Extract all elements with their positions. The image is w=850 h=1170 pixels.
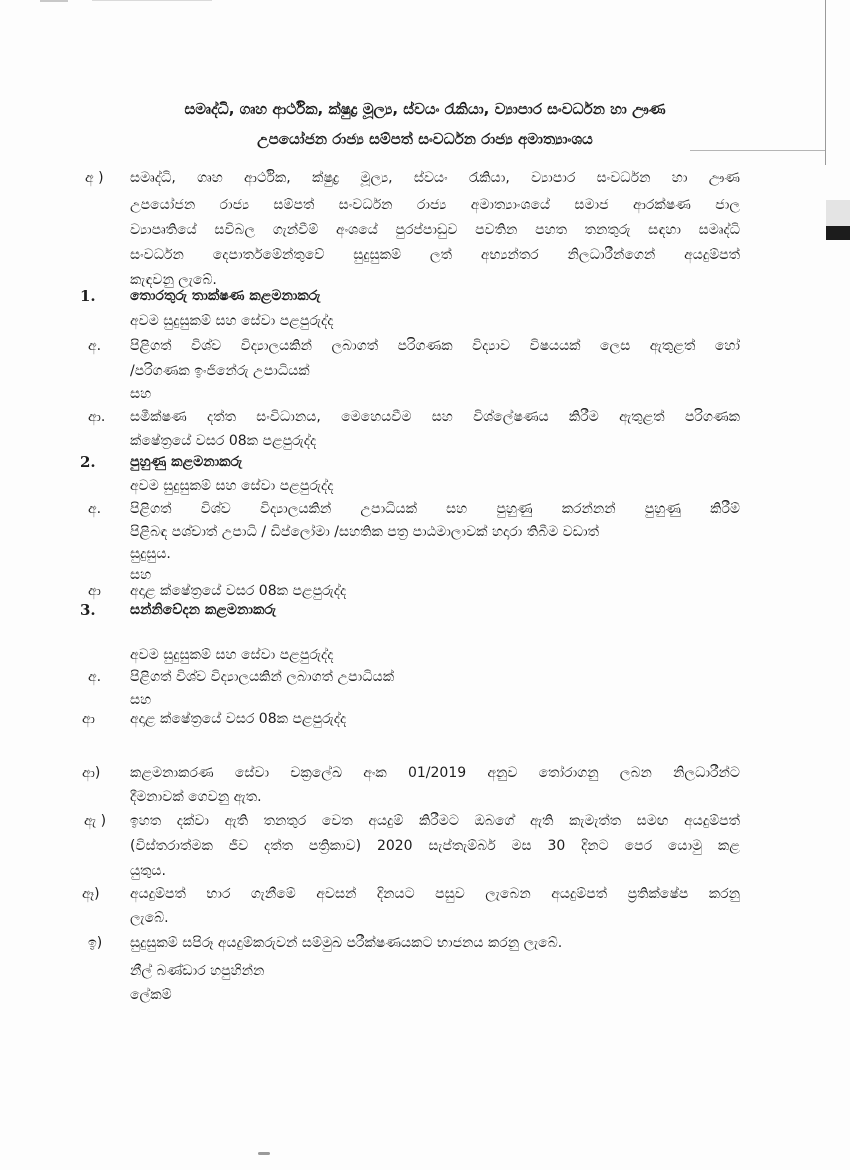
note-line: කළමනාකරණ සේවා චක්‍රලේඛ අංක 01/2019 අනුව තෝරාගනු ලබන නිලධාරීන්ට [130, 765, 740, 781]
position-number: 3. [80, 601, 96, 619]
scan-bottom-mark [258, 1152, 270, 1155]
sub-item-line: පිළිගත් විශ්ව විද්‍යාලයකින් ලබාගත් උපාධියක් [130, 669, 395, 685]
note-line: අයදුම්පත් භාර ගැනීමේ අවසන් දිනයට පසුව ලැබෙන අයදුම්පත් ප්‍රතික්ෂේප කරනු [130, 886, 740, 902]
sub-item-label: අ. [88, 669, 102, 685]
note-line: දීමනාවක් ගෙවනු ඇත. [130, 789, 262, 805]
signatory-name: නීල් බණ්ඩාර හපුහින්න [130, 963, 265, 979]
sub-item-line: අදාළ ක්ෂේත්‍රයේ වසර 08ක පළපුරුද්ද [130, 711, 347, 727]
sub-item-line: /පරිගණක ඉංජිනේරු උපාධියක් [130, 363, 310, 379]
sub-item-line: සුදුසුය. [130, 546, 171, 562]
intro-line: සංවර්ධන දෙපාර්තමේන්තුවේ සුදුසුකම් ලත් අභ්‍යන්තර නිලධාරීන්ගෙන් අයදුම්පත් [130, 247, 740, 263]
sub-item-line: පිළිබඳ පශ්චාත් උපාධි / ඩිප්ලෝමා /සහතික පත්‍ර පාඨමාලාවක් හදාරා තිබීම වඩාත් [130, 524, 600, 540]
header-title-line-1: සමෘද්ධි, ගෘහ ආර්ථික, ක්ෂුද්‍ර මූල්‍ය, ස්වයං රැකියා, ව්‍යාපාර සංවර්ධන හා ඌණ [184, 100, 666, 118]
note-line: යුතුය. [130, 863, 166, 879]
sub-item-line: පිළිගත් විශ්ව විද්‍යාලයකින් උපාධියක් සහ පුහුණු කරන්නන් පුහුණු කිරීම් [130, 501, 740, 517]
note-label: ඉ) [88, 935, 103, 951]
sub-item-line: පිළිගත් විශ්ව විද්‍යාලයකින් ලබාගත් පරිගණක විද්‍යාව විෂයයක් ලෙස ඇතුළත් හෝ [130, 338, 740, 354]
requirements-heading: අවම සුදුසුකම් සහ සේවා පළපුරුද්ද [130, 647, 334, 663]
and-connector: සහ [130, 386, 152, 402]
position-title: තොරතුරු තාක්ෂණ කළමනාකරු [130, 288, 321, 304]
requirements-heading: අවම සුදුසුකම් සහ සේවා පළපුරුද්ද [130, 478, 334, 494]
sub-item-label: ආ. [88, 409, 106, 425]
note-label: ඇ ) [84, 813, 107, 829]
note-line: ඉහත දක්වා ඇති තනතුර වෙත අයදුම් කිරීමට ඔබගේ ඇති කැමැත්ත සමඟ අයදුම්පත් [130, 813, 740, 829]
scan-edge-shadow [826, 200, 850, 226]
intro-line: උපයෝජන රාජ්‍ය සම්පත් සංවර්ධන රාජ්‍ය අමාත්‍යාංශයේ සමාජ ආරක්ෂණ ජාල [130, 197, 740, 213]
scan-edge-mark [826, 226, 850, 240]
position-number: 2. [80, 453, 96, 471]
sub-item-label: අ. [88, 501, 102, 517]
scan-top-line [92, 0, 212, 1]
sub-item-label: අ. [88, 338, 102, 354]
requirements-heading: අවම සුදුසුකම් සහ සේවා පළපුරුද්ද [130, 313, 334, 329]
intro-line: සමෘද්ධි, ගෘහ ආර්ථික, ක්ෂුද්‍ර මූල්‍ය, ස්වයං රැකියා, ව්‍යාපාර සංවර්ධන හා ඌණ [130, 170, 740, 186]
scan-fold-line [690, 150, 825, 151]
sub-item-line: ක්ෂේත්‍රයේ වසර 08ක පළපුරුද්ද [130, 433, 317, 449]
sub-item-label: ආ [88, 583, 101, 599]
sub-item-line: සමීක්ෂණ දත්ත සංවිධානය, මෙහෙයවීම සහ විශ්ලේෂණය කිරීම ඇතුළත් පරිගණක [130, 409, 740, 425]
note-line: සුදුසුකම් සපිරූ අයදුම්කරුවන් සම්මුඛ පරීක්ෂණයකට භාජනය කරනු ලැබේ. [130, 935, 563, 951]
position-number: 1. [80, 287, 96, 305]
position-title: සන්නිවේදන කළමනාකරු [130, 602, 277, 618]
signatory-title: ලේකම් [130, 987, 172, 1003]
header-title-line-2: උපයෝජන රාජ්‍ය සම්පත් සංවර්ධන රාජ්‍ය අමාත්‍යාංශය [257, 130, 593, 148]
and-connector: සහ [130, 567, 152, 583]
note-label: ඈ) [82, 886, 100, 902]
intro-line: ව්‍යාපෘතියේ සවිබල ගැන්වීම් අංශයේ පුරප්පාඩුව පවතින පහත තනතුරු සඳහා සමෘද්ධි [130, 222, 740, 238]
sub-item-line: අදාළ ක්ෂේත්‍රයේ වසර 08ක පළපුරුද්ද [130, 583, 347, 599]
position-title: පුහුණු කළමනාකරු [130, 454, 243, 470]
intro-line: කැඳවනු ලැබේ. [130, 272, 217, 288]
note-label: ආ) [82, 765, 101, 781]
note-line: ලැබේ. [130, 910, 169, 926]
note-line: (විස්තරාත්මක ජීව දත්ත පත්‍රිකාව) 2020 සැප්තැම්බර් මස 30 දිනට පෙර යොමු කළ [130, 838, 740, 854]
sub-item-label: ආ [82, 711, 95, 727]
scan-top-mark [40, 0, 68, 2]
and-connector: සහ [130, 692, 152, 708]
intro-label: අ ) [85, 170, 104, 186]
